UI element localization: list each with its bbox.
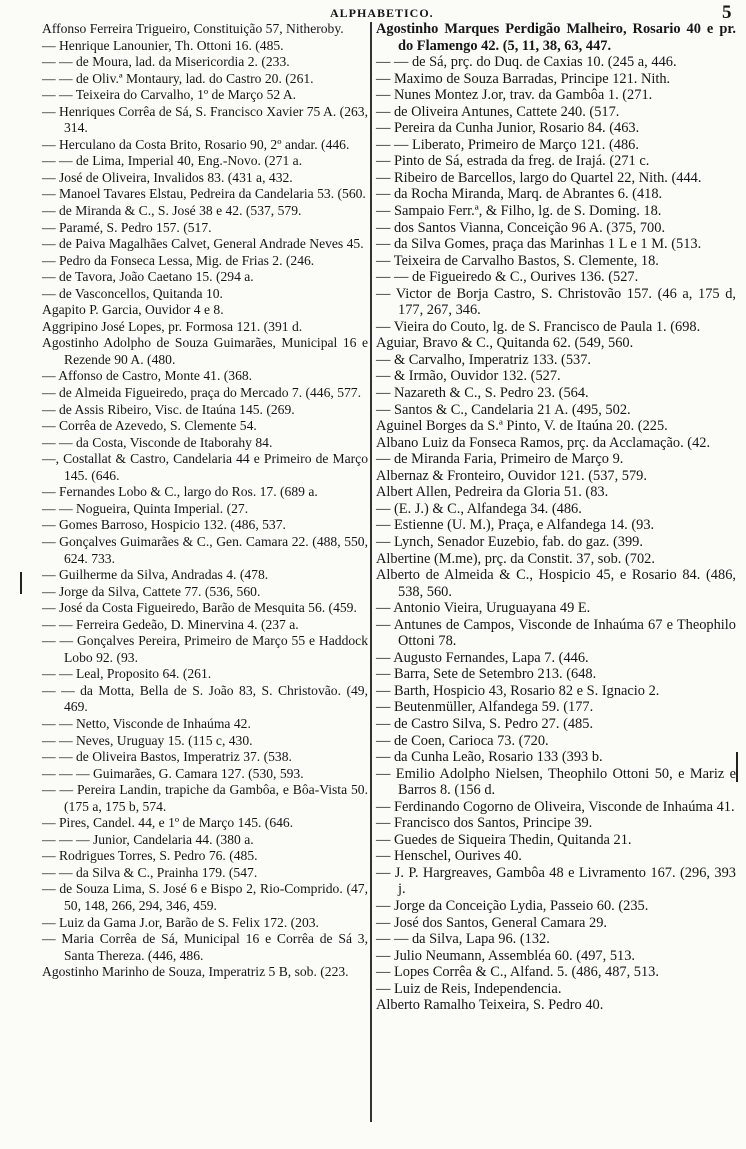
directory-entry: — (E. J.) & C., Alfandega 34. (486. <box>376 500 582 517</box>
directory-entry: Albano Luiz da Fonseca Ramos, prç. da Acclamação. (42. <box>376 434 711 451</box>
directory-entry: — Manoel Tavares Elstau, Pedreira da Candelaria 53. (560. <box>42 186 366 202</box>
directory-entry: — Jorge da Silva, Cattete 77. (536, 560. <box>42 583 261 599</box>
directory-entry: — — de Oliveira Bastos, Imperatriz 37. (538. <box>42 749 292 765</box>
directory-entry: — Paramé, S. Pedro 157. (517. <box>42 219 212 235</box>
directory-entry: Agapito P. Garcia, Ouvidor 4 e 8. <box>42 302 224 318</box>
directory-entry: — — Liberato, Primeiro de Março 121. (486. <box>376 136 639 153</box>
directory-entry: — — da Silva, Lapa 96. (132. <box>376 931 550 948</box>
directory-entry: — J. P. Hargreaves, Gambôa 48 e Livramento 167. (296, 393 j. <box>376 864 736 898</box>
directory-entry: — de Tavora, João Caetano 15. (294 a. <box>42 269 254 285</box>
directory-entry: — Gomes Barroso, Hospicio 132. (486, 537. <box>42 517 286 533</box>
page-number: 5 <box>722 2 732 23</box>
running-title: ALPHABETICO. <box>330 6 434 20</box>
directory-entry: — — de Sá, prç. do Duq. de Caxias 10. (245 a, 446. <box>376 54 677 71</box>
directory-entry: — Herculano da Costa Brito, Rosario 90, 2º andar. (446. <box>42 136 350 152</box>
directory-entry: — Henrique Lanounier, Th. Ottoni 16. (485. <box>42 37 284 53</box>
directory-entry: — Nazareth & C., S. Pedro 23. (564. <box>376 385 589 402</box>
directory-entry: Aggripino José Lopes, pr. Formosa 121. (391 d. <box>42 318 303 334</box>
directory-entry: — Victor de Borja Castro, S. Christovão 157. (46 a, 175 d, 177, 267, 346. <box>376 285 736 319</box>
directory-entry: — da Rocha Miranda, Marq. de Abrantes 6. (418. <box>376 186 663 203</box>
directory-entry: — Julio Neumann, Assembléa 60. (497, 513. <box>376 947 636 964</box>
directory-entry: — Luiz de Reis, Independencia. <box>376 980 562 997</box>
directory-entry: — — de Lima, Imperial 40, Eng.-Novo. (271 a. <box>42 153 303 169</box>
directory-entry: Agostinho Marinho de Souza, Imperatriz 5 B, sob. (223. <box>42 964 349 980</box>
scan-mark <box>20 572 22 594</box>
directory-entry: — Ferdinando Cogorno de Oliveira, Visconde de Inhaúma 41. <box>376 798 735 815</box>
directory-entry: — Ribeiro de Barcellos, largo do Quartel 22, Nith. (444. <box>376 169 702 186</box>
scan-mark <box>736 752 738 782</box>
directory-entry: — de Coen, Carioca 73. (720. <box>376 732 549 749</box>
directory-entry: — dos Santos Vianna, Conceição 96 A. (375, 700. <box>376 219 666 236</box>
directory-entry: — da Silva Gomes, praça das Marinhas 1 L e 1 M. (513. <box>376 236 702 253</box>
directory-entry: — — — Guimarães, G. Camara 127. (530, 593. <box>42 765 304 781</box>
directory-entry: — — Gonçalves Pereira, Primeiro de Março 55 e Haddock Lobo 92. (93. <box>42 633 368 665</box>
directory-entry: — Barth, Hospicio 43, Rosario 82 e S. Ignacio 2. <box>376 682 660 699</box>
directory-entry: — — Nogueira, Quinta Imperial. (27. <box>42 500 249 516</box>
directory-entry: — de Miranda Faria, Primeiro de Março 9. <box>376 451 624 468</box>
directory-entry: — Henriques Corrêa de Sá, S. Francisco Xavier 75 A. (263, 314. <box>42 103 368 136</box>
directory-entry: — — Ferreira Gedeão, D. Minervina 4. (237 a. <box>42 616 299 632</box>
directory-entry: — Nunes Montez J.or, trav. da Gambôa 1. (271. <box>376 87 653 104</box>
directory-entry: — Rodrigues Torres, S. Pedro 76. (485. <box>42 848 258 864</box>
directory-entry: — José dos Santos, General Camara 29. <box>376 914 608 931</box>
directory-entry: — — Teixeira do Carvalho, 1º de Março 52 A. <box>42 87 297 103</box>
directory-entry: — de Castro Silva, S. Pedro 27. (485. <box>376 715 594 732</box>
directory-entry: — José da Costa Figueiredo, Barão de Mesquita 56. (459. <box>42 600 357 616</box>
directory-entry: — — Leal, Proposito 64. (261. <box>42 666 212 682</box>
left-column <box>42 21 368 981</box>
directory-entry: — Sampaio Ferr.ª, & Filho, lg. de S. Doming. 18. <box>376 203 662 220</box>
directory-entry: — & Irmão, Ouvidor 132. (527. <box>376 368 561 385</box>
directory-entry: — de Almeida Figueiredo, praça do Mercado 7. (446, 577. <box>42 385 361 401</box>
directory-entry: — Pedro da Fonseca Lessa, Mig. de Frias 2. (246. <box>42 252 315 268</box>
directory-entry: — de Souza Lima, S. José 6 e Bispo 2, Rio-Comprido. (47, 50, 148, 266, 294, 346, 459. <box>42 881 368 913</box>
directory-entry: — Pereira da Cunha Junior, Rosario 84. (463. <box>376 120 640 137</box>
directory-entry: — Estienne (U. M.), Praça, e Alfandega 14. (93. <box>376 517 655 534</box>
directory-entry: — de Miranda & C., S. José 38 e 42. (537, 579. <box>42 203 302 219</box>
right-column <box>376 21 736 1014</box>
page-header <box>0 4 746 22</box>
directory-entry: — de Vasconcellos, Quitanda 10. <box>42 285 223 301</box>
directory-entry: — — de Moura, lad. da Misericordia 2. (233. <box>42 54 290 70</box>
directory-entry: — — da Costa, Visconde de Itaborahy 84. <box>42 434 273 450</box>
directory-entry: — — Neves, Uruguay 15. (115 c, 430. <box>42 732 253 748</box>
directory-entry: Agostinho Marques Perdigão Malheiro, Rosario 40 e pr. do Flamengo 42. (5, 11, 38, 63, 447. <box>376 21 736 54</box>
directory-entry: — José de Oliveira, Invalidos 83. (431 a, 432. <box>42 169 293 185</box>
directory-entry: — — da Silva & C., Prainha 179. (547. <box>42 864 258 880</box>
directory-entry: Alberto Ramalho Teixeira, S. Pedro 40. <box>376 997 604 1014</box>
directory-entry: — Maximo de Souza Barradas, Principe 121. Nith. <box>376 70 671 87</box>
directory-entry: — Teixeira de Carvalho Bastos, S. Clemente, 18. <box>376 252 659 269</box>
directory-entry: Albertine (M.me), prç. da Constit. 37, sob. (702. <box>376 550 655 567</box>
directory-entry: — Fernandes Lobo & C., largo do Ros. 17. (689 a. <box>42 484 318 500</box>
directory-entry: — Gonçalves Guimarães & C., Gen. Camara 22. (488, 550, 624. 733. <box>42 533 368 566</box>
directory-entry: — Guilherme da Silva, Andradas 4. (478. <box>42 567 269 583</box>
directory-entry: — Antunes de Campos, Visconde de Inhaúma 67 e Theophilo Ottoni 78. <box>376 616 736 650</box>
directory-entry: — Luiz da Gama J.or, Barão de S. Felix 172. (203. <box>42 914 319 930</box>
directory-entry: — — Netto, Visconde de Inhaúma 42. <box>42 715 251 731</box>
directory-entry: — Augusto Fernandes, Lapa 7. (446. <box>376 649 589 666</box>
directory-entry: — da Cunha Leão, Rosario 133 (393 b. <box>376 749 603 766</box>
directory-entry: — & Carvalho, Imperatriz 133. (537. <box>376 351 592 368</box>
directory-entry: — Henschel, Ourives 40. <box>376 848 522 865</box>
directory-entry: — Pires, Candel. 44, e 1º de Março 145. (646. <box>42 815 294 831</box>
directory-entry: — Jorge da Conceição Lydia, Passeio 60. (235. <box>376 897 649 914</box>
directory-entry: — — de Oliv.ª Montaury, lad. do Castro 20. (261. <box>42 70 314 86</box>
directory-entry: — — — Junior, Candelaria 44. (380 a. <box>42 831 254 847</box>
directory-entry: Alberto de Almeida & C., Hospicio 45, e Rosario 84. (486, 538, 560. <box>376 567 736 600</box>
directory-entry: — Affonso de Castro, Monte 41. (368. <box>42 368 253 384</box>
directory-entry: — Guedes de Siqueira Thedin, Quitanda 21. <box>376 831 632 848</box>
directory-entry: — Francisco dos Santos, Principe 39. <box>376 815 593 832</box>
directory-entry: — Corrêa de Azevedo, S. Clemente 54. <box>42 418 257 434</box>
directory-entry: Agostinho Adolpho de Souza Guimarães, Municipal 16 e Rezende 90 A. (480. <box>42 335 368 367</box>
directory-entry: — Barra, Sete de Setembro 213. (648. <box>376 666 597 683</box>
directory-entry: Aguinel Borges da S.ª Pinto, V. de Itaúna 20. (225. <box>376 418 668 435</box>
directory-entry: — Maria Corrêa de Sá, Municipal 16 e Corrêa de Sá 3, Santa Thereza. (446, 486. <box>42 931 368 963</box>
directory-entry: — Emilio Adolpho Nielsen, Theophilo Ottoni 50, e Mariz e Barros 8. (156 d. <box>376 765 736 799</box>
directory-entry: — Pinto de Sá, estrada da freg. de Irajá. (271 c. <box>376 153 650 170</box>
directory-entry: Albernaz & Fronteiro, Ouvidor 121. (537, 579. <box>376 467 647 484</box>
directory-entry: — — Pereira Landin, trapiche da Gambôa, e Bôa-Vista 50. (175 a, 175 b, 574. <box>42 782 368 814</box>
directory-entry: — Santos & C., Candelaria 21 A. (495, 502. <box>376 401 631 418</box>
directory-entry: — de Oliveira Antunes, Cattete 240. (517. <box>376 103 620 120</box>
directory-entry: — de Paiva Magalhães Calvet, General Andrade Neves 45. <box>42 236 364 252</box>
directory-entry: Albert Allen, Pedreira da Gloria 51. (83. <box>376 484 609 501</box>
directory-entry: Aguiar, Bravo & C., Quitanda 62. (549, 560. <box>376 335 634 352</box>
directory-entry: — de Assis Ribeiro, Visc. de Itaúna 145. (269. <box>42 401 295 417</box>
directory-entry: — Vieira do Couto, lg. de S. Francisco de Paula 1. (698. <box>376 318 701 335</box>
column-divider <box>370 22 372 1122</box>
directory-entry: — — de Figueiredo & C., Ourives 136. (527. <box>376 269 639 286</box>
directory-entry: —, Costallat & Castro, Candelaria 44 e Primeiro de Março 145. (646. <box>42 451 368 483</box>
directory-entry: — Lynch, Senador Euzebio, fab. do gaz. (399. <box>376 533 643 550</box>
directory-entry: Affonso Ferreira Trigueiro, Constituição 57, Nitheroby. <box>42 21 344 36</box>
directory-entry: — — da Motta, Bella de S. João 83, S. Christovão. (49, 469. <box>42 682 368 715</box>
directory-entry: — Antonio Vieira, Uruguayana 49 E. <box>376 600 591 617</box>
directory-entry: — Lopes Corrêa & C., Alfand. 5. (486, 487, 513. <box>376 964 659 981</box>
directory-entry: — Beutenmüller, Alfandega 59. (177. <box>376 699 594 716</box>
